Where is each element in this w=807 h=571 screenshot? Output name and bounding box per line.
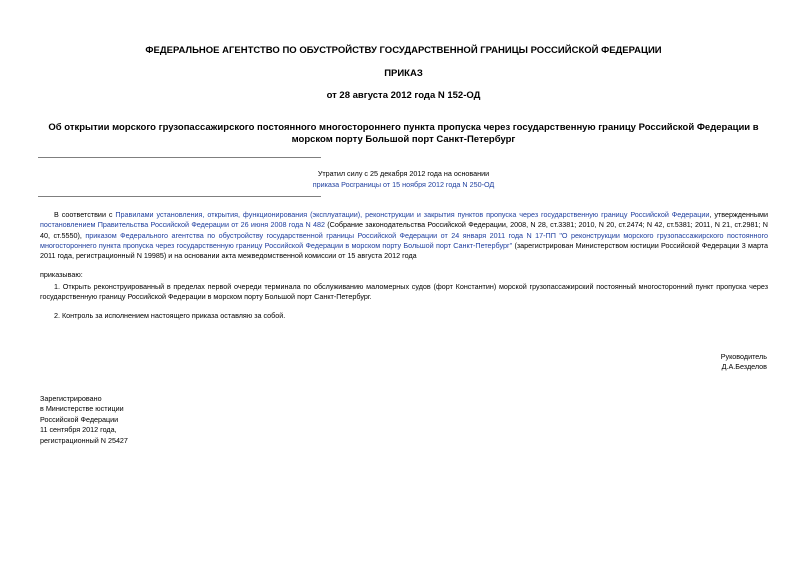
preamble-text-3: (Собрание законодательства Российской Федерации, 2008, N 28, ст.3381; 2010, N 20, ст.2474; N 42, ст.5381; 2011, N 21, ст.2981; N 40, ст.5550), [40,220,768,240]
registration-line: Российской Федерации [40,414,119,424]
preamble-paragraph [40,210,768,261]
registration-line: в Министерстве юстиции [40,404,124,414]
signature-block [721,352,767,373]
order-word: приказываю: [40,270,83,279]
registration-block [40,394,128,446]
registration-line: регистрационный N 25427 [40,435,128,445]
preamble-text-2: , утвержденными [709,210,768,219]
signature-name: Д.А.Безделов [721,362,767,372]
divider-bottom [38,196,321,197]
registration-line: 11 сентября 2012 года, [40,425,117,435]
doc-type: ПРИКАЗ [384,68,423,79]
doc-date-number: от 28 августа 2012 года N 152-ОД [326,90,481,101]
lost-force-link-line [0,180,807,190]
agency-order-link[interactable]: приказом Федерального агентства по обустройству государственной границы Российской Федерации от 24 января 2011 года N 17-ПП "О реконструкции морского грузопассажирского постоянного многостороннего пункта пропуска через государственную границу Российской Федерации в морском порту Большой порт Санкт-Петербург" [40,230,768,250]
lost-force-note: Утратил силу с 25 декабря 2012 года на основании [317,169,490,178]
order-item-2: 2. Контроль за исполнением настоящего приказа оставляю за собой. [54,311,286,320]
rules-link[interactable]: Правилами установления, открытия, функционирования (эксплуатации), реконструкции и закрытия пунктов пропуска через государственную границу Российской Федерации [115,210,710,219]
order-item-1: 1. Открыть реконструированный в пределах первой очереди терминала по обслуживанию маломерных судов (форт Константин) морской грузопассажирский постоянный многосторонний пункт пропуска через государственную границу Российской Федерации в морском порту Большой порт Санкт-Петербург. [40,282,768,302]
government-decree-link[interactable]: постановлением Правительства Российской Федерации от 26 июня 2008 года N 482 [40,220,325,230]
agency-title: ФЕДЕРАЛЬНОЕ АГЕНТСТВО ПО ОБУСТРОЙСТВУ ГОСУДАРСТВЕННОЙ ГРАНИЦЫ РОССИЙСКОЙ ФЕДЕРАЦИИ [145,45,662,56]
preamble-text-1: В соответствии с [54,210,116,219]
registration-line: Зарегистрировано [40,394,102,403]
preamble-text-4: (зарегистрирован Министерством юстиции Российской Федерации 3 марта 2011 года, регистрационный N 19985) и на основании акта межведомственной комиссии от 15 августа 2012 года [40,240,768,261]
divider-top [38,157,321,158]
doc-subject: Об открытии морского грузопассажирского постоянного многостороннего пункта пропуска через государственную границу Российской Федерации в морском порту Большой порт Санкт-Петербург [48,122,759,145]
signature-position: Руководитель [720,352,767,361]
lost-force-link[interactable]: приказа Росграницы от 15 ноября 2012 года N 250-ОД [312,180,495,189]
